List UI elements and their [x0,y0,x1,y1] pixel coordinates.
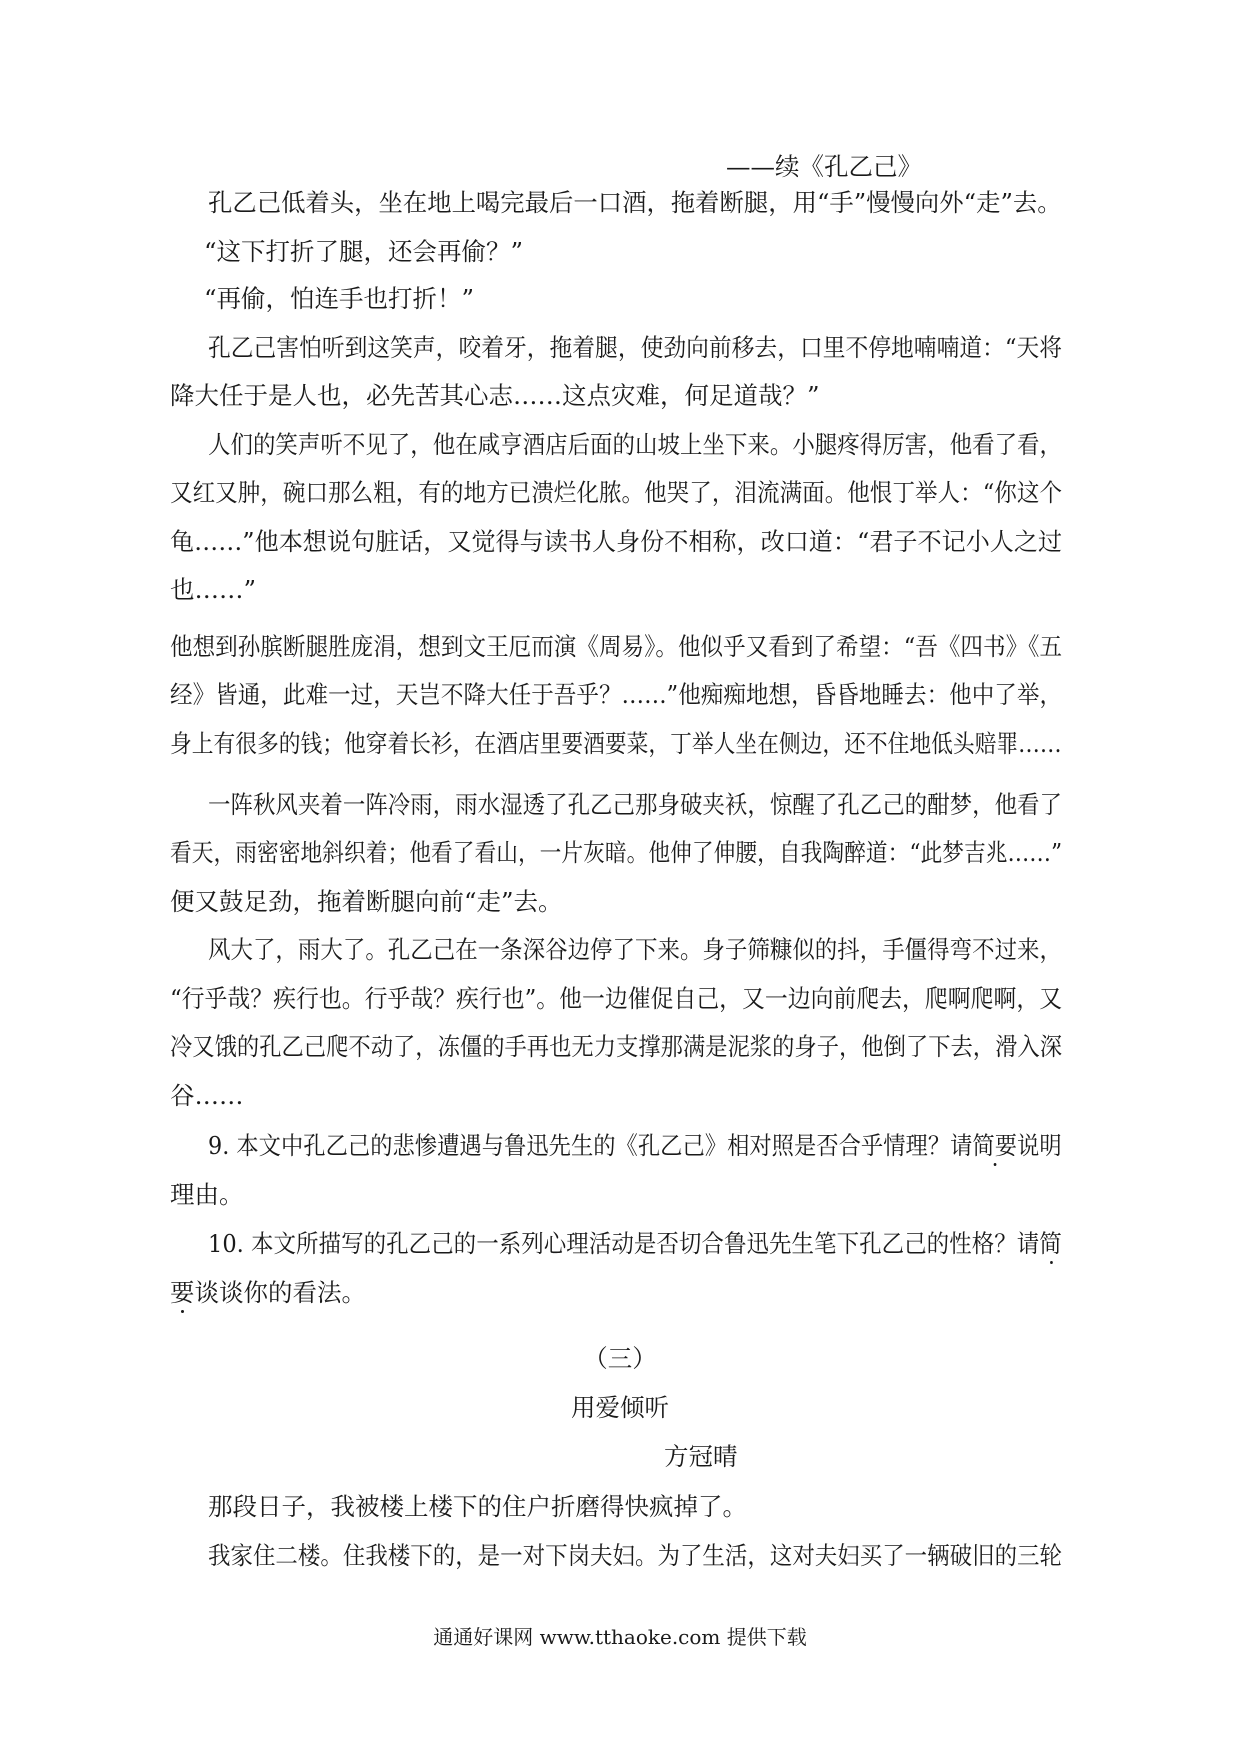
paragraph-line: 风大了，雨大了。孔乙己在一条深谷边停了下来。身子筛糠似的抖，手僵得弯不过来， [208,935,1063,964]
paragraph-line: 那段日子，我被楼上楼下的住户折磨得快疯掉了。 [208,1492,747,1521]
paragraph-line: 谷…… [170,1081,244,1110]
question-10 [208,1227,1062,1261]
paragraph-line: “行乎哉？疾行也。行乎哉？疾行也”。他一边催促自己，又一边向前爬去，爬啊爬啊，又 [170,984,1063,1013]
question-9-line2: 理由。 [170,1180,244,1209]
paragraph-line: 龟……”他本想说句脏话，又觉得与读书人身份不相称，改口道：“君子不记小人之过 [170,527,1063,556]
paragraph-line: 降大任于是人也，必先苦其心志……这点灾难，何足道哉？” [170,381,820,410]
paragraph-line: 人们的笑声听不见了，他在咸亨酒店后面的山坡上坐下来。小腿疼得厉害，他看了看， [208,430,1063,459]
paragraph-line: 便又鼓足劲，拖着断腿向前“走”去。 [170,887,563,916]
paragraph-line: 孔乙己害怕听到这笑声，咬着牙，拖着腿，使劲向前移去，口里不停地喃喃道：“天将 [208,333,1063,362]
article-title: 用爱倾听 [571,1393,669,1422]
emphasis-mark: 简要 [972,1131,1018,1160]
question-10-text-end: 谈谈你的看法。 [194,1278,366,1307]
subtitle: ——续《孔乙己》 [726,152,922,181]
paragraph-line: 看天，雨密密地斜织着；他看了看山，一片灰暗。他伸了伸腰，自我陶醉道：“此梦吉兆……” [170,838,1063,867]
emphasis-mark: 要 [170,1278,195,1307]
question-9 [208,1129,1062,1163]
paragraph-line: 经》皆通，此难一过，天岂不降大任于吾乎？……”他痴痴地想，昏昏地睡去：他中了举， [170,680,1063,709]
question-9-text-end: 说明 [1017,1131,1062,1160]
paragraph-line: 我家住二楼。住我楼下的，是一对下岗夫妇。为了生活，这对夫妇买了一辆破旧的三轮 [208,1541,1063,1570]
section-number: （三） [583,1344,657,1373]
paragraph-line: 他想到孙膑断腿胜庞涓，想到文王厄而演《周易》。他似乎又看到了希望：“吾《四书》《五 [170,632,1063,661]
page-footer: 通通好课网 www.tthaoke.com 提供下载 [433,1625,807,1649]
paragraph-line: 身上有很多的钱；他穿着长衫，在酒店里要酒要菜，丁举人坐在侧边，还不住地低头赔罪…… [170,729,1062,758]
dialogue-line: “再偷，怕连手也打折！” [204,284,475,313]
dialogue-line: “这下打折了腿，还会再偷？” [204,237,524,266]
paragraph-line: 又红又肿，碗口那么粗，有的地方已溃烂化脓。他哭了，泪流满面。他恨丁举人：“你这个 [170,478,1063,507]
question-10-line2 [170,1276,366,1310]
question-9-text: 9. 本文中孔乙己的悲惨遭遇与鲁迅先生的《孔乙己》相对照是否合乎情理？请 [208,1131,973,1160]
question-10-text: 10. 本文所描写的孔乙己的一系列心理活动是否切合鲁迅先生笔下孔乙己的性格？请 [208,1229,1040,1258]
article-author: 方冠晴 [664,1442,738,1471]
paragraph-line: 一阵秋风夹着一阵冷雨，雨水湿透了孔乙己那身破夹袄，惊醒了孔乙己的酣梦，他看了 [208,790,1063,819]
paragraph-line: 冷又饿的孔乙己爬不动了，冻僵的手再也无力支撑那满是泥浆的身子，他倒了下去，滑入深 [170,1032,1062,1061]
paragraph-line: 也……” [170,575,257,604]
paragraph-line: 孔乙己低着头，坐在地上喝完最后一口酒，拖着断腿，用“手”慢慢向外“走”去。 [208,188,1062,217]
emphasis-mark: 简 [1039,1229,1062,1258]
